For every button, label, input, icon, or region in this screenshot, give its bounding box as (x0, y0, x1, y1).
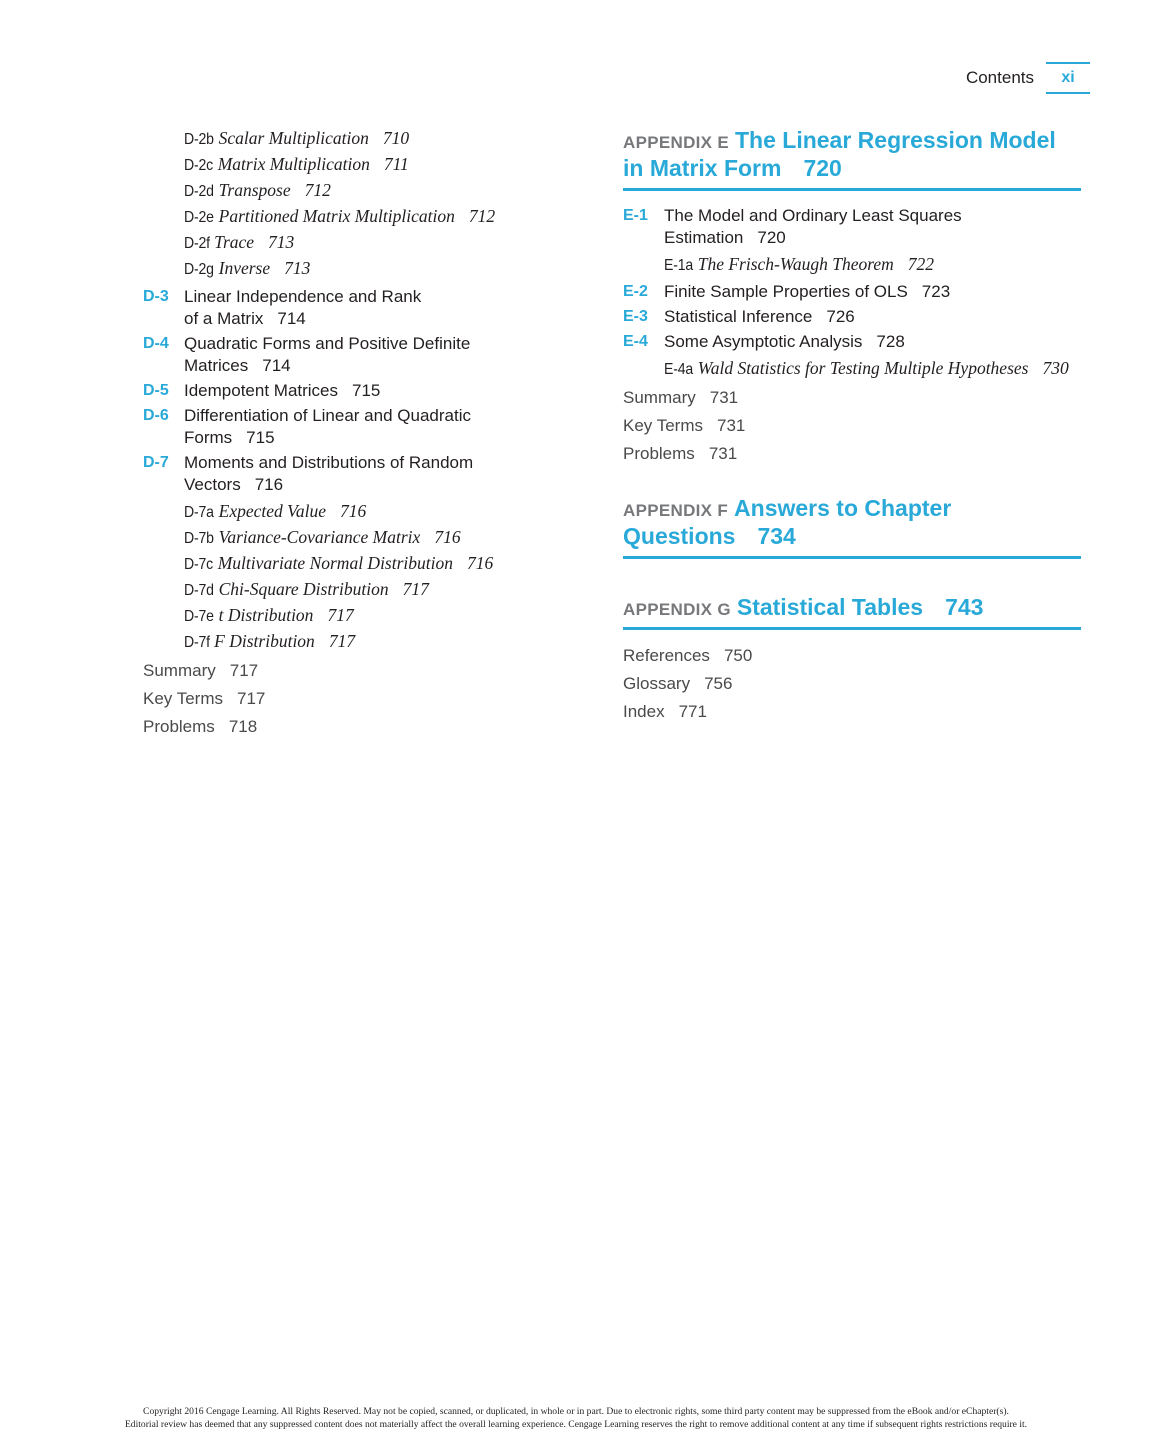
copyright-line-2: Editorial review has deemed that any suppressed content does not materially affect the overall learning experience. Cengage Learning reserves the right to remove additional content at any time if subsequent rights restrictions require it. (124, 1419, 1028, 1430)
toc-subsection[interactable]: D-7b Variance-Covariance Matrix 716 (184, 527, 461, 547)
toc-section-d6[interactable]: D-6 Differentiation of Linear and Quadratic Forms 715 (143, 406, 471, 447)
toc-summary[interactable]: Summary 717 (143, 661, 259, 680)
toc-subsection[interactable]: D-7e t Distribution 717 (184, 605, 354, 625)
toc-subsection[interactable]: D-2d Transpose 712 (184, 180, 331, 200)
toc-left-column (143, 126, 563, 741)
running-header-title: Contents (965, 68, 1034, 87)
toc-subsection[interactable]: D-2c Matrix Multiplication 711 (184, 154, 409, 174)
toc-key-terms[interactable]: Key Terms 717 (143, 689, 266, 708)
toc-summary[interactable]: Summary 731 (623, 388, 739, 407)
toc-section-e3[interactable]: E-3 Statistical Inference 726 (623, 307, 855, 326)
toc-references[interactable]: References 750 (623, 646, 753, 665)
appendix-e-heading[interactable]: APPENDIX E The Linear Regression Model in Matrix Form 720 (623, 126, 1081, 191)
toc-section-e4[interactable]: E-4 Some Asymptotic Analysis 728 (623, 332, 905, 351)
toc-subsection[interactable]: D-2e Partitioned Matrix Multiplication 712 (184, 206, 496, 226)
toc-section-d3[interactable]: D-3 Linear Independence and Rank of a Matrix 714 (143, 287, 422, 328)
copyright-line-1: Copyright 2016 Cengage Learning. All Rights Reserved. May not be copied, scanned, or duplicated, in whole or in part. Due to electronic rights, some third party content may be suppressed from the eBook and/or eChapter(s). (143, 1406, 1009, 1417)
toc-subsection[interactable]: D-7a Expected Value 716 (184, 501, 367, 521)
toc-section-d7[interactable]: D-7 Moments and Distributions of Random Vectors 716 (143, 453, 474, 494)
toc-index[interactable]: Index 771 (623, 702, 707, 721)
toc-problems[interactable]: Problems 718 (143, 717, 258, 736)
toc-section-d4[interactable]: D-4 Quadratic Forms and Positive Definite Matrices 714 (143, 334, 471, 375)
toc-subsection[interactable]: D-7d Chi-Square Distribution 717 (184, 579, 429, 599)
toc-section-d5[interactable]: D-5 Idempotent Matrices 715 (143, 381, 381, 400)
toc-section-e1[interactable]: E-1 The Model and Ordinary Least Squares Estimation 720 (623, 206, 962, 247)
appendix-f-heading[interactable]: APPENDIX F Answers to Chapter Questions 734 (623, 494, 1081, 559)
running-header (966, 62, 1090, 94)
toc-subsection[interactable]: D-2f Trace 713 (184, 232, 295, 252)
toc-subsection[interactable]: D-7c Multivariate Normal Distribution 716 (184, 553, 494, 573)
toc-subsection[interactable]: E-4a Wald Statistics for Testing Multiple Hypotheses 730 (664, 358, 1069, 378)
page-number: xi (1046, 62, 1090, 94)
toc-glossary[interactable]: Glossary 756 (623, 674, 733, 693)
toc-subsection[interactable]: D-2g Inverse 713 (184, 258, 311, 278)
toc-subsection[interactable]: E-1a The Frisch-Waugh Theorem 722 (664, 254, 935, 274)
toc-subsection[interactable]: D-7f F Distribution 717 (184, 631, 356, 651)
toc-section-e2[interactable]: E-2 Finite Sample Properties of OLS 723 (623, 282, 951, 301)
toc-problems[interactable]: Problems 731 (623, 444, 738, 463)
appendix-g-heading[interactable]: APPENDIX G Statistical Tables 743 (623, 593, 1081, 630)
copyright-footer (0, 1405, 1152, 1431)
toc-right-column (623, 126, 1081, 726)
toc-subsection[interactable]: D-2b Scalar Multiplication 710 (184, 128, 410, 148)
toc-key-terms[interactable]: Key Terms 731 (623, 416, 746, 435)
